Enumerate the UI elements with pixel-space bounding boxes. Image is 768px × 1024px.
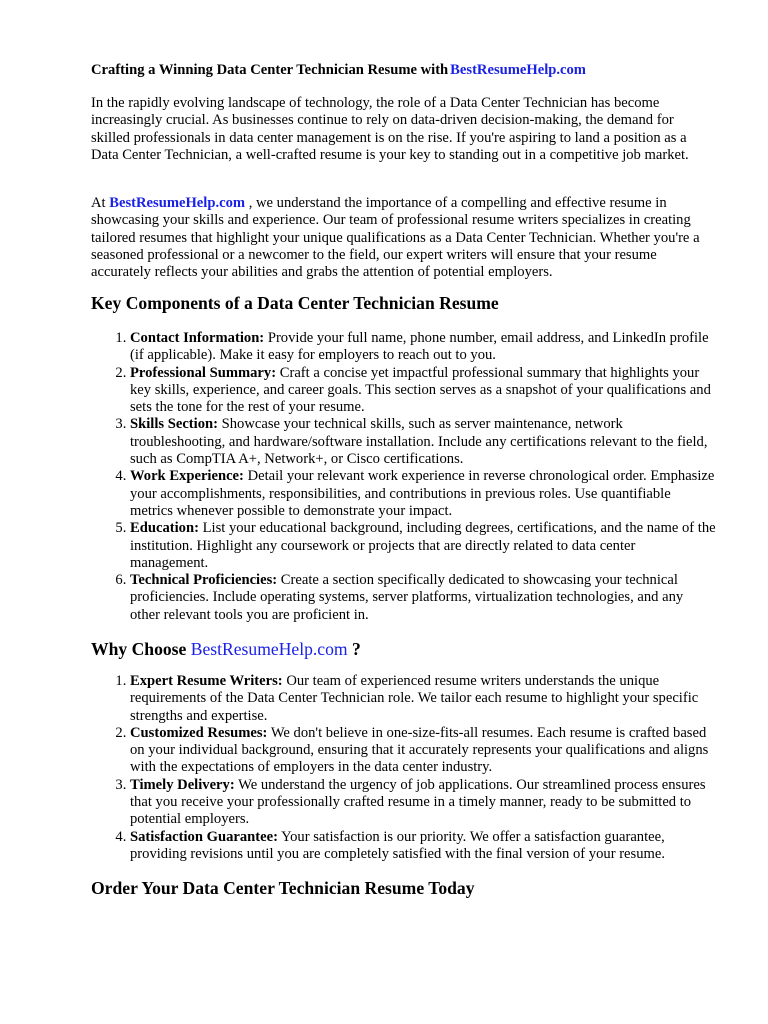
- heading-link[interactable]: BestResumeHelp.com: [190, 639, 348, 659]
- item-term: Satisfaction Guarantee:: [130, 828, 278, 845]
- intro-paragraph: In the rapidly evolving landscape of technology, the role of a Data Center Technician has become increasingly crucial. As businesses continue to rely on data-driven decision-making, the demand for skilled professionals in data center management is on the rise. If you're aspiring to land a position as a Data Center Technician, a well-crafted resume is your key to standing out in a competitive job market.: [91, 95, 689, 163]
- title-link[interactable]: BestResumeHelp.com: [450, 62, 586, 78]
- section-heading-why-choose: [91, 638, 716, 660]
- list-item: [130, 520, 716, 572]
- about-text: , we understand the importance of a compelling and effective resume in showcasing your skills and experience. Our team of professional resume writers specializes in creating tailored resumes that highlight your unique qualifications as a Data Center Technician. Whether you're a seasoned professional or a newcomer to the field, our expert writers will ensure that your resume accurately reflects your abilities and grabs the attention of potential employers.: [91, 195, 700, 281]
- section-heading-key-components: Key Components of a Data Center Technician Resume: [91, 293, 499, 313]
- heading-prefix: Why Choose: [91, 639, 187, 659]
- item-desc: Craft a concise yet impactful professional summary that highlights your key skills, experience, and career goals. This section serves as a snapshot of your qualifications and sets the tone for the rest of your resume.: [130, 364, 711, 416]
- list-item: [130, 777, 716, 829]
- list-item: [130, 829, 716, 864]
- list-item: [130, 468, 716, 520]
- item-desc: We don't believe in one-size-fits-all resumes. Each resume is crafted based on your individual background, ensuring that it accurately represents your qualifications and aligns with the expectations of employers in the data center industry.: [130, 724, 709, 776]
- item-term: Education:: [130, 520, 199, 537]
- item-term: Customized Resumes:: [130, 724, 268, 741]
- about-paragraph: [91, 195, 716, 281]
- item-desc: We understand the urgency of job applications. Our streamlined process ensures that you receive your professionally crafted resume in a timely manner, ready to be submitted to potential employers.: [130, 776, 706, 828]
- item-desc: Detail your relevant work experience in reverse chronological order. Emphasize your accomplishments, responsibilities, and contributions in previous roles. Use quantifiable metrics whenever possible to demonstrate your impact.: [130, 468, 715, 519]
- item-desc: Your satisfaction is our priority. We offer a satisfaction guarantee, providing revisions until you are completely satisfied with the final version of your resume.: [130, 828, 665, 862]
- why-choose-list: [91, 673, 716, 863]
- heading-suffix: ?: [352, 639, 361, 659]
- item-term: Skills Section:: [130, 416, 218, 433]
- list-item: [130, 572, 716, 624]
- list-item: [130, 416, 716, 468]
- about-link[interactable]: BestResumeHelp.com: [109, 195, 246, 211]
- list-item: [130, 725, 716, 777]
- item-desc: Our team of experienced resume writers understands the unique requirements of the Data Center Technician role. We tailor each resume to highlight your specific strengths and expertise.: [130, 673, 699, 724]
- list-item: [130, 673, 716, 725]
- item-term: Contact Information:: [130, 330, 265, 346]
- item-term: Technical Proficiencies:: [130, 572, 278, 589]
- document-title: [91, 60, 716, 80]
- item-term: Timely Delivery:: [130, 776, 235, 793]
- list-item: [130, 330, 716, 365]
- list-item: [130, 365, 716, 417]
- item-term: Expert Resume Writers:: [130, 673, 283, 689]
- section-heading-order: Order Your Data Center Technician Resume Today: [91, 878, 475, 898]
- item-desc: List your educational background, including degrees, certifications, and the name of the institution. Highlight any coursework or projects that are directly related to data center management.: [130, 520, 716, 571]
- key-components-list: [91, 330, 716, 624]
- item-desc: Provide your full name, phone number, email address, and LinkedIn profile (if applicable). Make it easy for employers to reach out to you.: [130, 330, 709, 364]
- item-desc: Create a section specifically dedicated to showcasing your technical proficiencies. Include operating systems, server platforms, virtualization technologies, and any other relevant tools you are proficient in.: [130, 572, 684, 623]
- item-term: Professional Summary:: [130, 364, 277, 381]
- item-desc: Showcase your technical skills, such as server maintenance, network troubleshooting, and hardware/software installation. Include any certifications relevant to the field, such as CompTIA A+, Network+, or Cisco certifications.: [130, 416, 708, 468]
- title-text: Crafting a Winning Data Center Technician Resume with: [91, 62, 449, 78]
- item-term: Work Experience:: [130, 468, 244, 485]
- about-prefix: At: [91, 195, 106, 211]
